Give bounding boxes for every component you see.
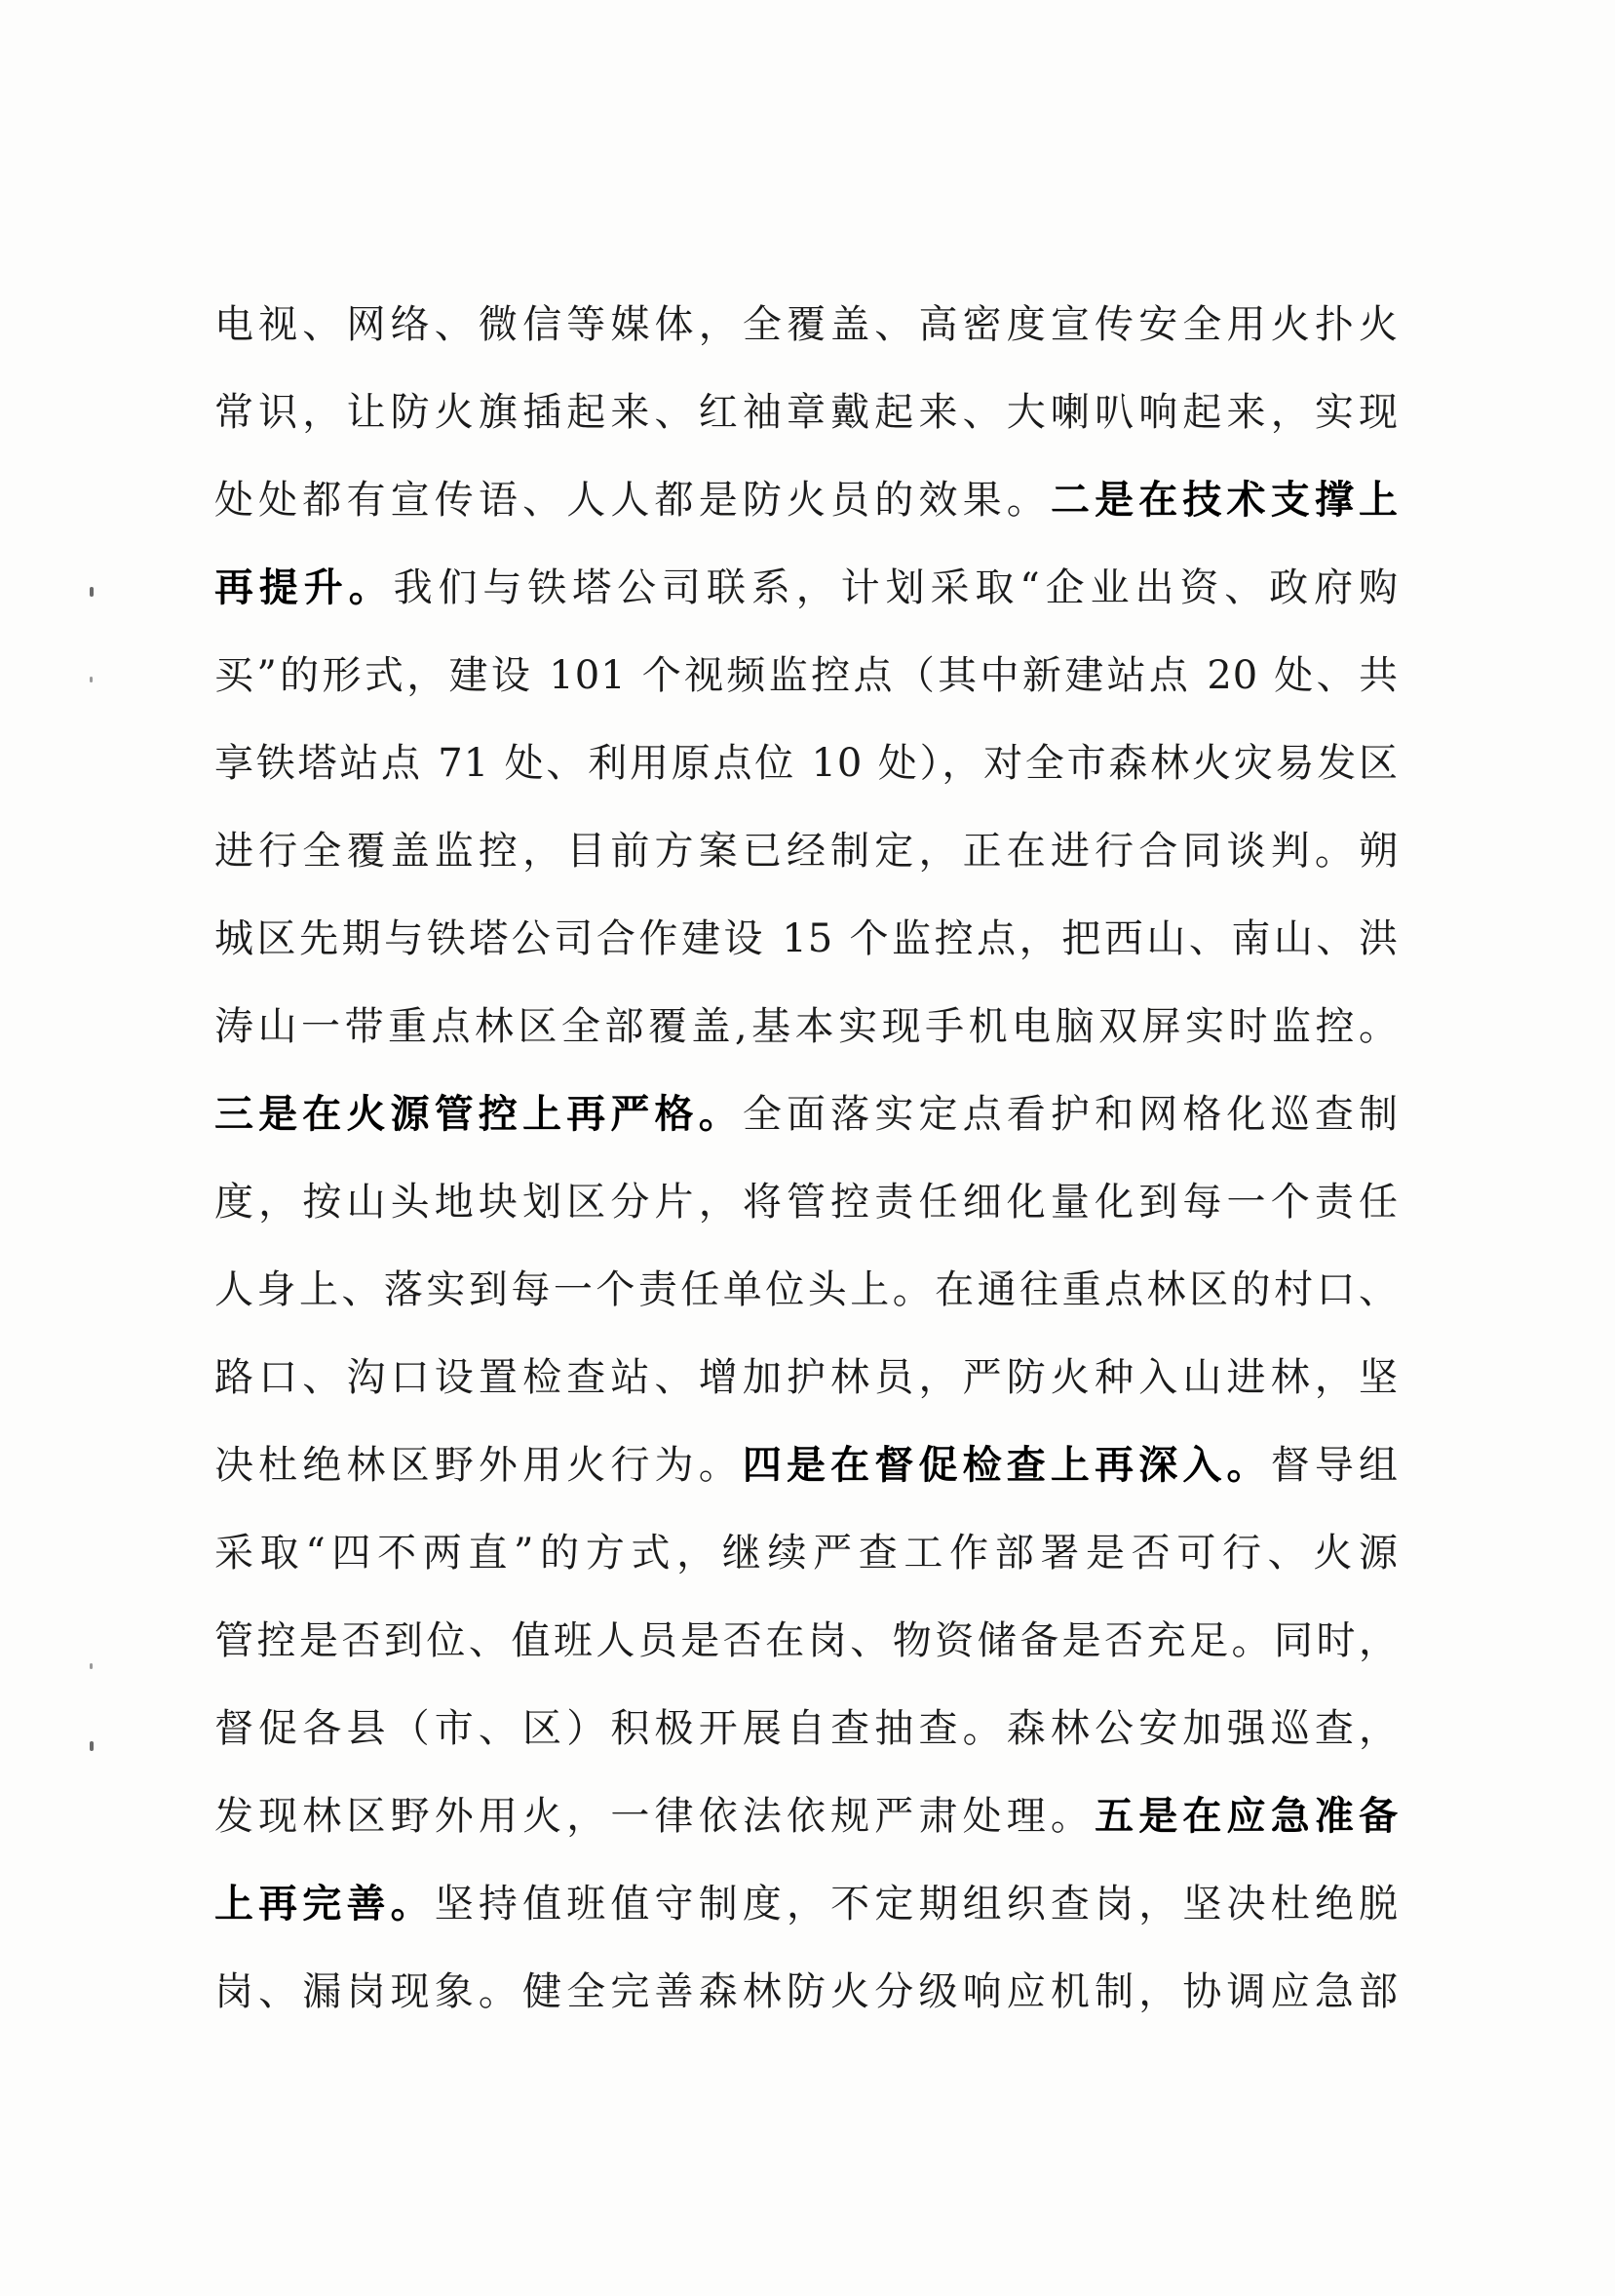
text-run: 常识，让防火旗插起来、红袖章戴起来、大喇叭响起来，实现 [214,390,1399,435]
text-line [214,895,1399,983]
text-line [214,1509,1399,1597]
text-run: 进行全覆盖监控，目前方案已经制定，正在进行合同谈判。朔 [214,829,1399,874]
text-run: 人身上、落实到每一个责任单位头上。在通往重点林区的村口、 [214,1267,1399,1312]
section-heading-text: 上再完善。 [214,1881,435,1926]
text-run: 督促各县（市、区）积极开展自查抽查。森林公安加强巡查， [214,1706,1399,1751]
text-line [214,720,1399,807]
text-run: 坚持值班值守制度，不定期组织查岗，坚决杜绝脱 [434,1882,1400,1926]
text-line [214,1772,1399,1860]
text-line [214,1860,1399,1948]
section-heading-text: 四是在督促检查上再深入。 [742,1442,1271,1488]
text-run: 采取“四不两直”的方式，继续严查工作部署是否可行、火源 [214,1531,1399,1576]
text-run: 电视、网络、微信等媒体，全覆盖、高密度宣传安全用火扑火 [214,302,1399,347]
text-run: 处处都有宣传语、人人都是防火员的效果。 [214,478,1051,523]
text-run: 享铁塔站点 71 处、利用原点位 10 处），对全市森林火灾易发区 [214,741,1399,786]
binding-hole-mark [90,1663,93,1669]
binding-hole-mark [90,587,94,597]
text-line [214,1421,1399,1509]
text-run: 度，按山头地块划区分片，将管控责任细化量化到每一个责任 [214,1180,1399,1225]
text-run: 督导组 [1270,1443,1400,1488]
text-run: 决杜绝林区野外用火行为。 [214,1443,743,1488]
text-line [214,281,1399,369]
text-run: 买”的形式，建设 101 个视频监控点（其中新建站点 20 处、共 [214,653,1399,698]
text-line [214,544,1399,632]
text-run: 岗、漏岗现象。健全完善森林防火分级响应机制，协调应急部 [214,1969,1399,2014]
text-line [214,1070,1399,1158]
text-run: 我们与铁塔公司联系，计划采取“企业出资、政府购 [393,565,1399,610]
text-run: 城区先期与铁塔公司合作建设 15 个监控点，把西山、南山、洪 [214,916,1399,961]
text-run: 全面落实定点看护和网格化巡查制 [742,1092,1400,1137]
text-line [214,456,1399,544]
text-line [214,632,1399,720]
text-run: 路口、沟口设置检查站、增加护林员，严防火种入山进林，坚 [214,1355,1399,1400]
text-line [214,983,1399,1070]
text-line [214,1948,1399,2036]
section-heading-text: 二是在技术支撑上 [1050,477,1400,523]
text-line [214,1685,1399,1772]
text-run: 发现林区野外用火，一律依法依规严肃处理。 [214,1794,1096,1839]
text-line [214,1246,1399,1334]
text-line [214,1334,1399,1421]
text-line [214,1597,1399,1685]
section-heading-text: 五是在应急准备 [1095,1793,1400,1839]
text-run: 管控是否到位、值班人员是否在岗、物资储备是否充足。同时， [214,1618,1399,1663]
text-line [214,1158,1399,1246]
text-line [214,807,1399,895]
binding-hole-mark [90,1741,94,1751]
binding-hole-mark [90,677,93,682]
section-heading-text: 三是在火源管控上再严格。 [214,1091,743,1137]
body-text [214,281,1399,2036]
section-heading-text: 再提升。 [214,564,394,610]
text-line [214,369,1399,456]
text-run: 涛山一带重点林区全部覆盖,基本实现手机电脑双屏实时监控。 [214,1004,1399,1049]
